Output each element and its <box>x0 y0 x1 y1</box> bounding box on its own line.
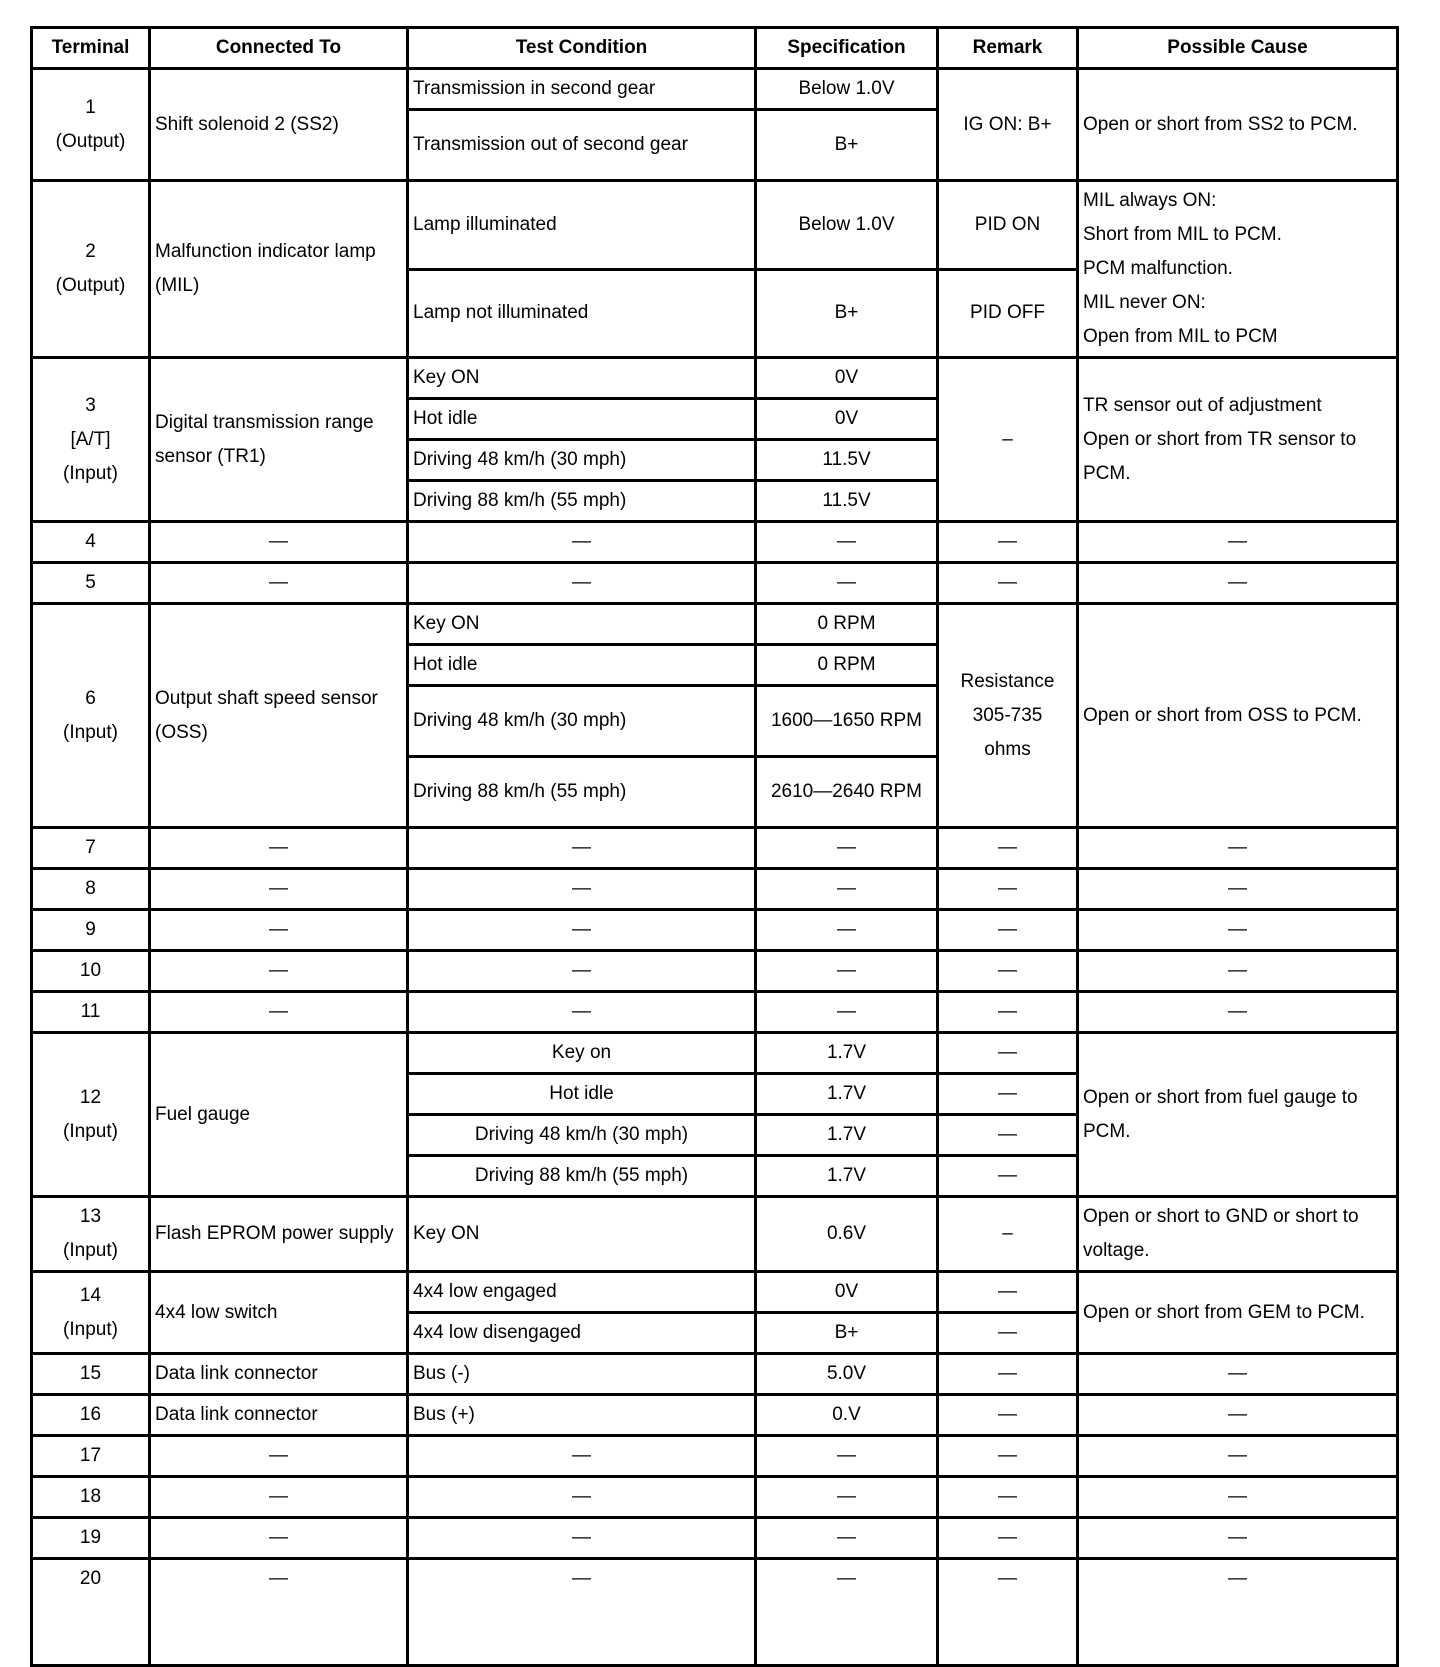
test-condition-cell: Lamp not illuminated <box>408 269 756 358</box>
connected-to-cell: Shift solenoid 2 (SS2) <box>150 69 408 181</box>
empty-dash: — <box>150 522 408 563</box>
terminal-number: 3 <box>85 394 96 416</box>
test-condition-cell: Key on <box>408 1033 756 1074</box>
empty-dash: — <box>408 910 756 951</box>
specification-cell: 0.6V <box>756 1197 938 1272</box>
terminal-cell <box>32 358 150 522</box>
terminal-number: 6 <box>85 687 96 709</box>
empty-dash: — <box>938 1518 1078 1559</box>
terminal-cell <box>32 69 150 181</box>
terminal-number: 1 <box>85 96 96 118</box>
empty-dash: — <box>756 1559 938 1666</box>
connected-to-cell: Malfunction indicator lamp (MIL) <box>150 181 408 358</box>
empty-dash: — <box>938 951 1078 992</box>
empty-dash: — <box>938 869 1078 910</box>
empty-dash: — <box>1078 1559 1398 1666</box>
empty-dash: — <box>938 1559 1078 1666</box>
table-row <box>32 1436 1398 1477</box>
empty-dash: — <box>408 951 756 992</box>
terminal-tag: [A/T] <box>70 428 111 450</box>
empty-dash: — <box>756 1518 938 1559</box>
terminal-number: 15 <box>32 1354 150 1395</box>
possible-cause-cell: Open or short from GEM to PCM. <box>1078 1272 1398 1354</box>
terminal-number: 12 <box>79 1086 102 1108</box>
connected-to-cell: Data link connector <box>150 1395 408 1436</box>
terminal-number: 18 <box>32 1477 150 1518</box>
empty-dash: — <box>756 1477 938 1518</box>
table-row <box>32 1272 1398 1313</box>
cause-line: Open from MIL to PCM <box>1083 326 1278 347</box>
possible-cause-cell: Open or short from fuel gauge to PCM. <box>1078 1033 1398 1197</box>
test-condition-cell: 4x4 low engaged <box>408 1272 756 1313</box>
test-condition-cell: Driving 88 km/h (55 mph) <box>408 757 756 828</box>
possible-cause-cell <box>1078 181 1398 358</box>
remark-cell: — <box>938 1156 1078 1197</box>
possible-cause-cell: Open or short from SS2 to PCM. <box>1078 69 1398 181</box>
test-condition-cell: Bus (-) <box>408 1354 756 1395</box>
empty-dash: — <box>408 563 756 604</box>
empty-dash: — <box>150 951 408 992</box>
header-specification: Specification <box>756 28 938 69</box>
header-connected-to: Connected To <box>150 28 408 69</box>
specification-cell: 11.5V <box>756 481 938 522</box>
test-condition-cell: Driving 48 km/h (30 mph) <box>408 440 756 481</box>
empty-dash: — <box>756 1436 938 1477</box>
empty-dash: — <box>938 1436 1078 1477</box>
remark-cell: — <box>938 1272 1078 1313</box>
pinout-table-container <box>30 26 1396 1667</box>
header-remark: Remark <box>938 28 1078 69</box>
empty-dash: — <box>408 1559 756 1666</box>
test-condition-cell: Driving 88 km/h (55 mph) <box>408 1156 756 1197</box>
connected-to-cell: 4x4 low switch <box>150 1272 408 1354</box>
empty-dash: — <box>408 1477 756 1518</box>
terminal-number: 17 <box>32 1436 150 1477</box>
empty-dash: — <box>1078 951 1398 992</box>
terminal-number: 8 <box>32 869 150 910</box>
empty-dash: — <box>756 828 938 869</box>
empty-dash: — <box>756 563 938 604</box>
terminal-io: (Input) <box>63 462 118 484</box>
remark-cell: — <box>938 1115 1078 1156</box>
connected-to-cell: Flash EPROM power supply <box>150 1197 408 1272</box>
test-condition-cell: Bus (+) <box>408 1395 756 1436</box>
terminal-number: 7 <box>32 828 150 869</box>
header-possible-cause: Possible Cause <box>1078 28 1398 69</box>
specification-cell: 1.7V <box>756 1033 938 1074</box>
table-row <box>32 1395 1398 1436</box>
remark-line: 305-735 <box>972 704 1043 726</box>
empty-dash: — <box>408 522 756 563</box>
empty-dash: — <box>150 828 408 869</box>
terminal-number: 16 <box>32 1395 150 1436</box>
empty-dash: — <box>1078 992 1398 1033</box>
possible-cause-cell: Open or short to GND or short to voltage. <box>1078 1197 1398 1272</box>
remark-cell: — <box>938 1395 1078 1436</box>
terminal-io: (Output) <box>55 275 126 296</box>
terminal-cell <box>32 604 150 828</box>
specification-cell: 0 RPM <box>756 604 938 645</box>
test-condition-cell: Key ON <box>408 358 756 399</box>
empty-dash: — <box>938 992 1078 1033</box>
specification-cell: 0.V <box>756 1395 938 1436</box>
connected-to-cell: Fuel gauge <box>150 1033 408 1197</box>
terminal-number: 13 <box>79 1206 102 1227</box>
terminal-number: 14 <box>79 1284 102 1306</box>
terminal-number: 20 <box>32 1559 150 1666</box>
specification-cell: 1.7V <box>756 1115 938 1156</box>
table-row <box>32 869 1398 910</box>
empty-dash: — <box>938 828 1078 869</box>
terminal-cell <box>32 1272 150 1354</box>
test-condition-cell: Driving 48 km/h (30 mph) <box>408 1115 756 1156</box>
table-row <box>32 1197 1398 1272</box>
empty-dash: — <box>1078 828 1398 869</box>
empty-dash: — <box>150 1436 408 1477</box>
terminal-io: (Input) <box>63 1120 118 1142</box>
terminal-io: (Input) <box>63 721 118 743</box>
test-condition-cell: Driving 88 km/h (55 mph) <box>408 481 756 522</box>
test-condition-cell: Transmission in second gear <box>408 69 756 110</box>
test-condition-cell: Key ON <box>408 1197 756 1272</box>
table-row <box>32 951 1398 992</box>
terminal-cell <box>32 1197 150 1272</box>
empty-dash: — <box>756 910 938 951</box>
table-row <box>32 1518 1398 1559</box>
test-condition-cell: Lamp illuminated <box>408 181 756 270</box>
test-condition-cell: Hot idle <box>408 645 756 686</box>
cause-line: TR sensor out of adjustment <box>1083 394 1322 416</box>
cause-line: PCM malfunction. <box>1083 258 1233 279</box>
specification-cell: Below 1.0V <box>756 181 938 270</box>
empty-dash: — <box>756 522 938 563</box>
table-row <box>32 1559 1398 1666</box>
header-test-condition: Test Condition <box>408 28 756 69</box>
specification-cell: 0V <box>756 399 938 440</box>
terminal-number: 4 <box>32 522 150 563</box>
remark-line: Resistance <box>960 670 1055 692</box>
table-row <box>32 563 1398 604</box>
cause-line: Open or short from TR sensor to PCM. <box>1083 428 1357 484</box>
test-condition-cell: Hot idle <box>408 399 756 440</box>
terminal-io: (Input) <box>63 1240 118 1261</box>
empty-dash: — <box>1078 1477 1398 1518</box>
empty-dash: — <box>938 1477 1078 1518</box>
remark-cell: – <box>938 358 1078 522</box>
empty-dash: — <box>938 522 1078 563</box>
terminal-cell <box>32 1033 150 1197</box>
empty-dash: — <box>150 1518 408 1559</box>
terminal-number: 5 <box>32 563 150 604</box>
table-row <box>32 910 1398 951</box>
header-row <box>32 28 1398 69</box>
empty-dash: — <box>408 828 756 869</box>
specification-cell: 0V <box>756 1272 938 1313</box>
table-row <box>32 1477 1398 1518</box>
specification-cell: B+ <box>756 269 938 358</box>
table-row <box>32 992 1398 1033</box>
connected-to-cell: Data link connector <box>150 1354 408 1395</box>
terminal-number: 9 <box>32 910 150 951</box>
terminal-io: (Output) <box>55 130 126 152</box>
specification-cell: 1600—1650 RPM <box>756 686 938 757</box>
table-row <box>32 828 1398 869</box>
specification-cell: 2610—2640 RPM <box>756 757 938 828</box>
specification-cell: 5.0V <box>756 1354 938 1395</box>
table-row <box>32 181 1398 270</box>
remark-cell <box>938 604 1078 828</box>
terminal-cell <box>32 181 150 358</box>
empty-dash: — <box>1078 1436 1398 1477</box>
empty-dash: — <box>938 910 1078 951</box>
empty-dash: — <box>756 992 938 1033</box>
empty-dash: — <box>150 910 408 951</box>
empty-dash: — <box>756 869 938 910</box>
possible-cause-cell: Open or short from OSS to PCM. <box>1078 604 1398 828</box>
possible-cause-cell <box>1078 358 1398 522</box>
connected-to-cell: Digital transmission range sensor (TR1) <box>150 358 408 522</box>
test-condition-cell: Transmission out of second gear <box>408 110 756 181</box>
remark-cell: – <box>938 1197 1078 1272</box>
specification-cell: Below 1.0V <box>756 69 938 110</box>
table-row <box>32 69 1398 110</box>
test-condition-cell: Driving 48 km/h (30 mph) <box>408 686 756 757</box>
terminal-number: 10 <box>32 951 150 992</box>
remark-cell: — <box>938 1074 1078 1115</box>
empty-dash: — <box>150 869 408 910</box>
table-row <box>32 358 1398 399</box>
empty-dash: — <box>408 1518 756 1559</box>
empty-dash: — <box>408 869 756 910</box>
empty-dash: — <box>1078 563 1398 604</box>
test-condition-cell: 4x4 low disengaged <box>408 1313 756 1354</box>
test-condition-cell: Hot idle <box>408 1074 756 1115</box>
possible-cause-cell: — <box>1078 1354 1398 1395</box>
pcm-terminal-table <box>30 26 1399 1667</box>
empty-dash: — <box>756 951 938 992</box>
remark-cell: PID ON <box>938 181 1078 270</box>
connected-to-cell: Output shaft speed sensor (OSS) <box>150 604 408 828</box>
table-row <box>32 522 1398 563</box>
empty-dash: — <box>150 1477 408 1518</box>
remark-line: ohms <box>984 738 1031 760</box>
empty-dash: — <box>150 1559 408 1666</box>
remark-cell: PID OFF <box>938 269 1078 358</box>
table-row <box>32 604 1398 645</box>
empty-dash: — <box>150 992 408 1033</box>
specification-cell: B+ <box>756 110 938 181</box>
specification-cell: 11.5V <box>756 440 938 481</box>
cause-line: Short from MIL to PCM. <box>1083 224 1282 245</box>
cause-line: MIL never ON: <box>1083 292 1206 313</box>
empty-dash: — <box>1078 522 1398 563</box>
remark-cell: — <box>938 1033 1078 1074</box>
specification-cell: 0V <box>756 358 938 399</box>
terminal-io: (Input) <box>63 1318 118 1340</box>
empty-dash: — <box>408 992 756 1033</box>
empty-dash: — <box>1078 910 1398 951</box>
empty-dash: — <box>408 1436 756 1477</box>
remark-cell: IG ON: B+ <box>938 69 1078 181</box>
table-row <box>32 1354 1398 1395</box>
test-condition-cell: Key ON <box>408 604 756 645</box>
specification-cell: 0 RPM <box>756 645 938 686</box>
terminal-number: 11 <box>32 992 150 1033</box>
empty-dash: — <box>1078 869 1398 910</box>
specification-cell: B+ <box>756 1313 938 1354</box>
specification-cell: 1.7V <box>756 1156 938 1197</box>
terminal-number: 19 <box>32 1518 150 1559</box>
remark-cell: — <box>938 1313 1078 1354</box>
empty-dash: — <box>150 563 408 604</box>
remark-cell: — <box>938 1354 1078 1395</box>
specification-cell: 1.7V <box>756 1074 938 1115</box>
table-row <box>32 1033 1398 1074</box>
empty-dash: — <box>1078 1518 1398 1559</box>
terminal-number: 2 <box>85 241 96 262</box>
possible-cause-cell: — <box>1078 1395 1398 1436</box>
cause-line: MIL always ON: <box>1083 190 1217 211</box>
header-terminal: Terminal <box>32 28 150 69</box>
empty-dash: — <box>938 563 1078 604</box>
